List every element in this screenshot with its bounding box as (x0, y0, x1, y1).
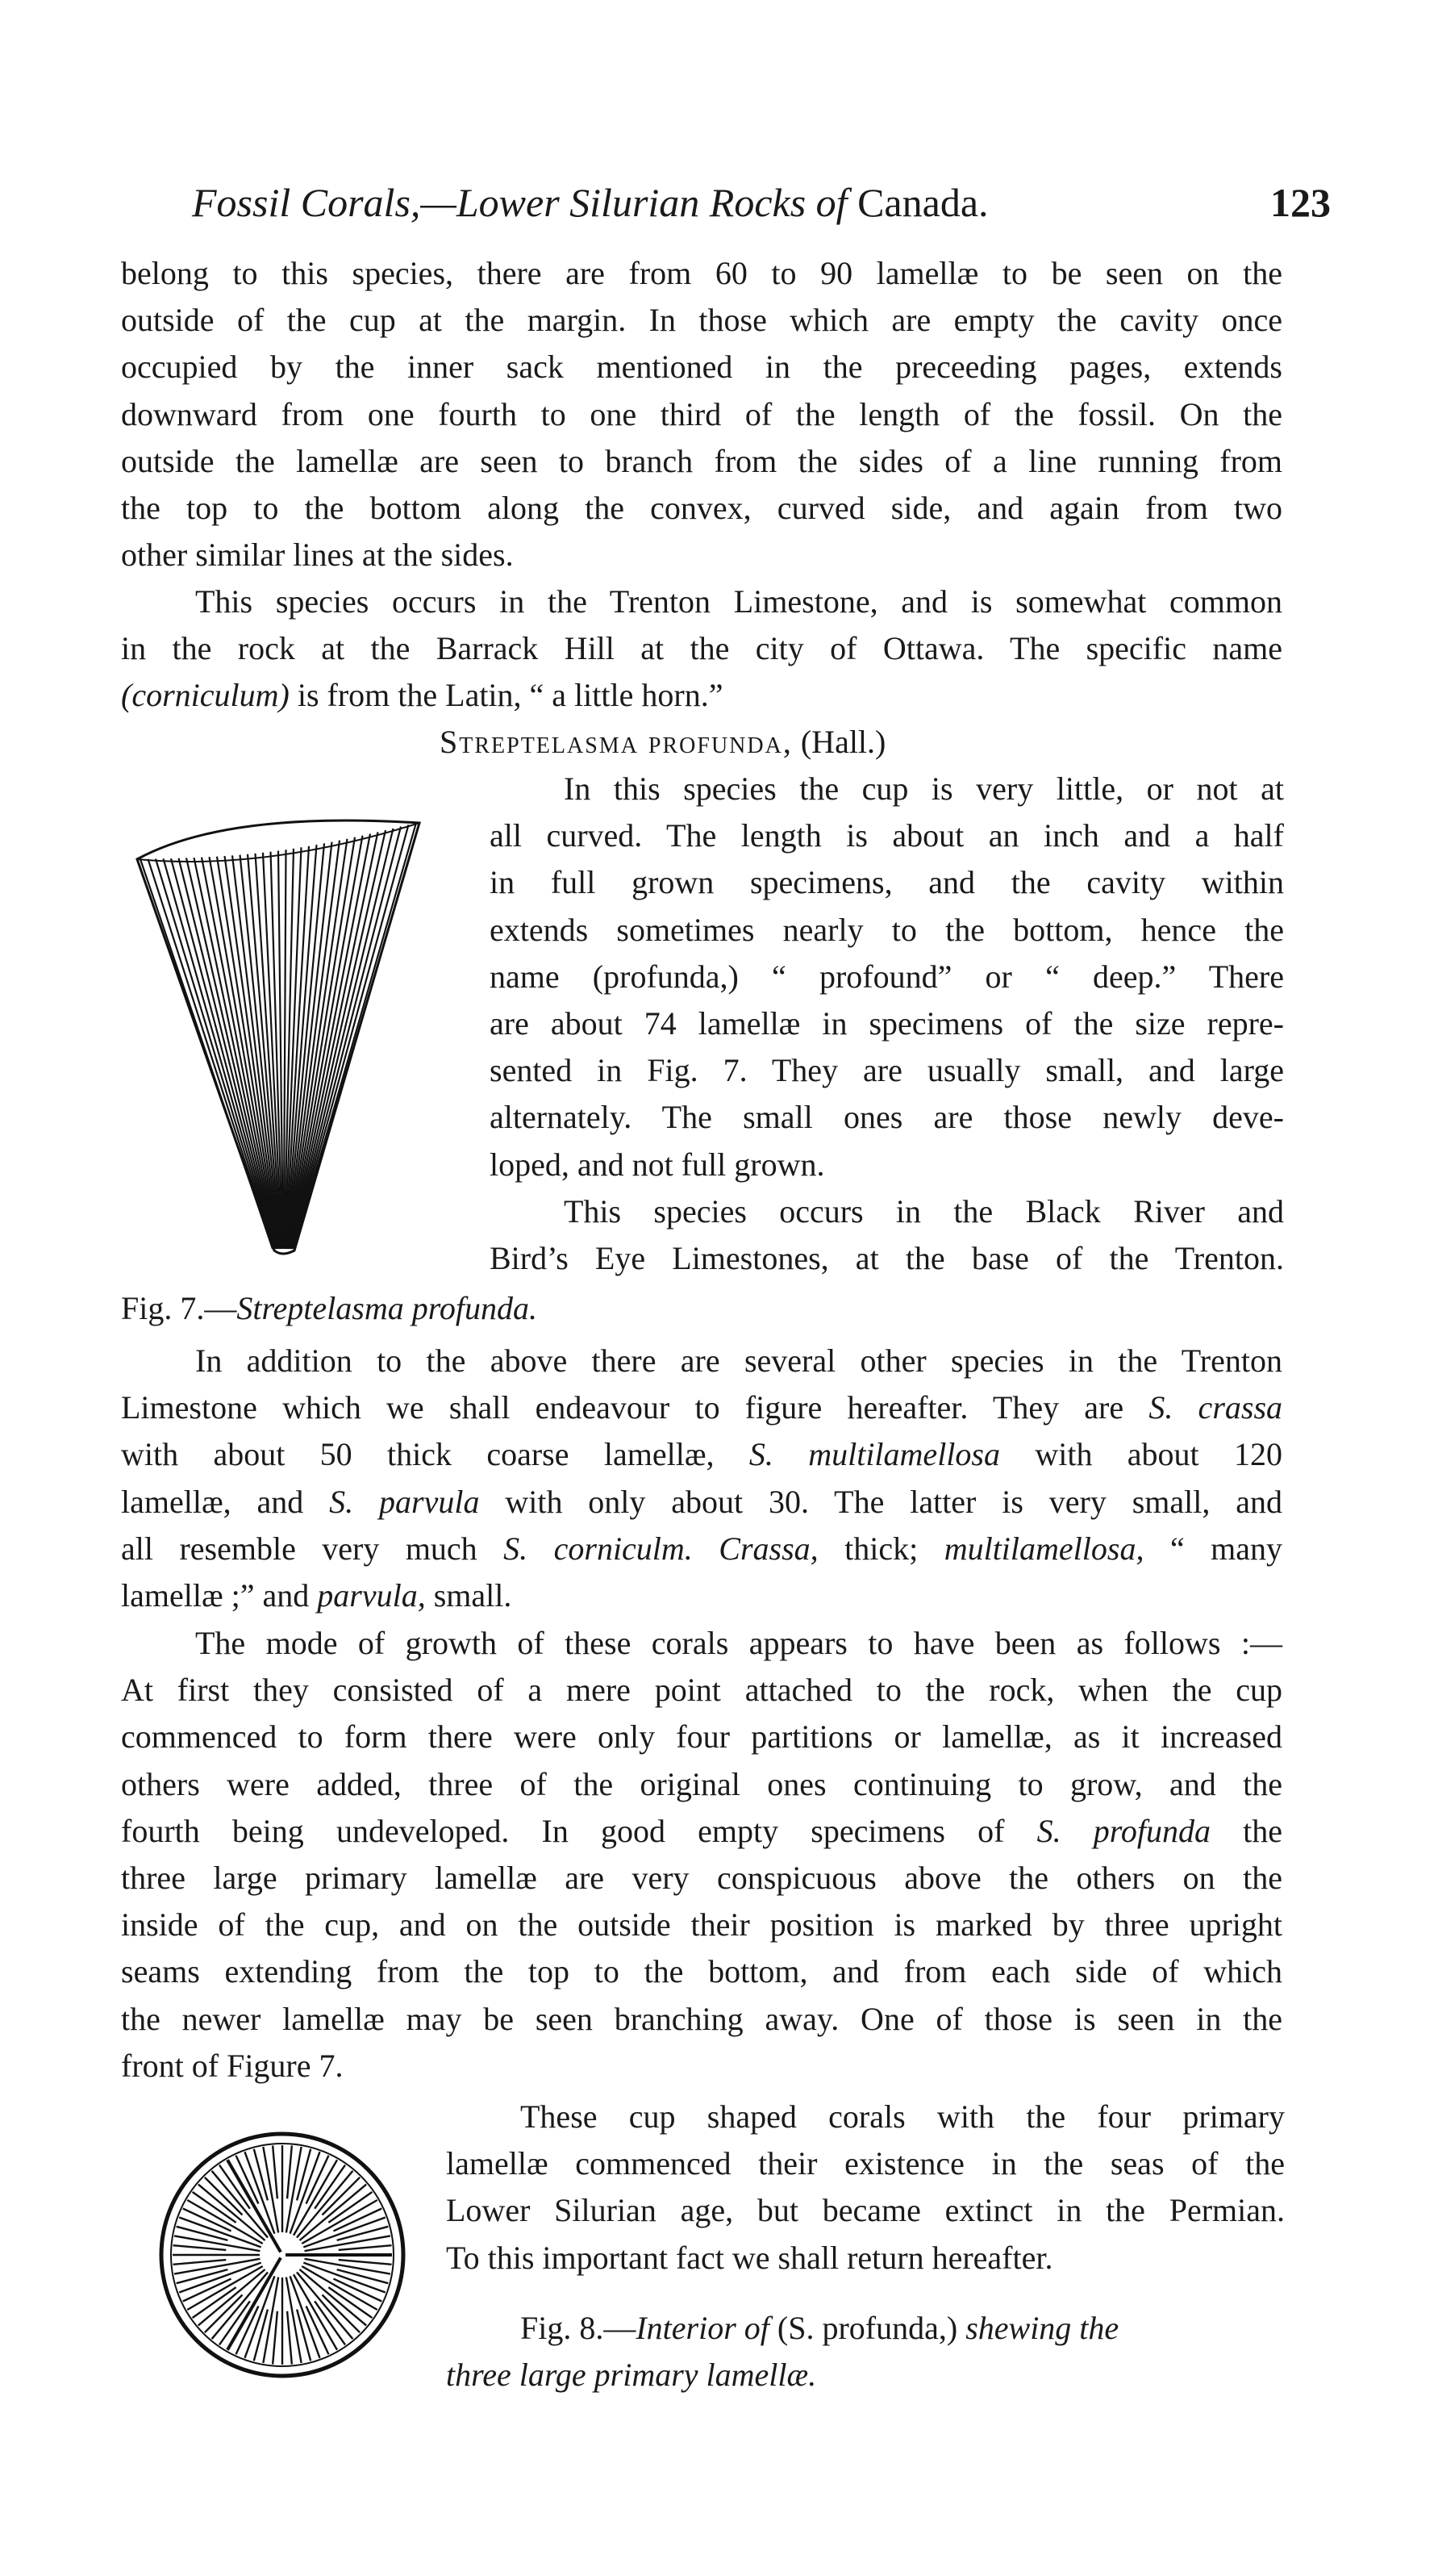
radial-lamella-line (244, 2152, 274, 2233)
growth-paragraph (121, 1620, 1282, 2090)
radial-lamella-line (303, 2217, 385, 2247)
occurrence-paragraph (121, 578, 1282, 720)
text-line: Lower Silurian age, but became extinct in the Permian. (446, 2192, 1285, 2229)
text-line: all resemble very much S. corniculm. Crassa, thick; multilamellosa, “ many (121, 1530, 1283, 1567)
lamella-line (290, 832, 377, 1249)
intro-paragraph (121, 250, 1282, 578)
lamella-line (164, 858, 275, 1249)
text-line: These cup shaped corals with the four primary (520, 2098, 1285, 2135)
radial-lamella-line (303, 2263, 385, 2293)
fig-8-caption-line-2: three large primary lamellæ. (446, 2357, 817, 2393)
fig-8-label: Fig. 8.— (520, 2310, 636, 2346)
fig-7-label: Fig. 7.— (121, 1290, 237, 1326)
radial-lamella-line (339, 2245, 392, 2250)
text-line: commenced to form there were only four partitions or lamellæ, as it increased (121, 1718, 1282, 1756)
radial-lamella-line (173, 2260, 227, 2265)
text-line: belong to this species, there are from 60 to 90 lamellæ to be seen on the (121, 255, 1282, 291)
cup-corals-paragraph (446, 2094, 1285, 2282)
radial-lamella-line (290, 2276, 320, 2357)
text-line: lamellæ ;” and parvula, small. (121, 1576, 512, 1614)
text-line: name (profunda,) “ profound” or “ deep.” There (490, 958, 1284, 995)
header-title-upright: Canada. (857, 180, 989, 225)
text-line: in the rock at the Barrack Hill at the city of Ottawa. The specific name (121, 630, 1282, 667)
radial-lamella-line (273, 2146, 277, 2199)
text-line: This species occurs in the Trenton Limestone, and is somewhat common (195, 583, 1282, 620)
lamella-line (186, 858, 276, 1250)
species-name: Streptelasma profunda, (440, 724, 793, 760)
radial-lamella-line (290, 2152, 320, 2233)
text-line: Limestone which we shall endeavour to figure hereafter. They are S. crassa (121, 1389, 1283, 1426)
text-line: front of Figure 7. (121, 2047, 344, 2084)
radial-lamella-line (322, 2177, 360, 2215)
radial-lamella-line (322, 2294, 360, 2332)
text-line: downward from one fourth to one third of the length of the fossil. On the (121, 395, 1282, 432)
lamella-line (148, 859, 273, 1249)
species-heading (440, 723, 886, 761)
running-header (185, 179, 1331, 236)
text-line: with about 50 thick coarse lamellæ, S. multilamellosa with about 120 (121, 1436, 1283, 1473)
text-line: lamellæ, and S. parvula with only about 30. The latter is very small, and (121, 1483, 1283, 1520)
fig-7-caption (121, 1289, 537, 1327)
text-line: In addition to the above there are several other species in the Trenton (195, 1342, 1282, 1379)
radial-lamella-line (205, 2177, 243, 2215)
text-line: At first they consisted of a mere point attached to the rock, when the cup (121, 1672, 1282, 1709)
text-line: loped, and not full grown. (490, 1146, 825, 1183)
fig-8-coral-cross-section (153, 2126, 411, 2384)
lamellae-radial-lines (173, 2145, 392, 2365)
radial-lamella-line (273, 2311, 277, 2365)
page-number: 123 (1270, 180, 1331, 225)
text-line: the newer lamellæ may be seen branching away. One of those is seen in the (121, 2000, 1282, 2037)
text-line: inside of the cup, and on the outside their position is marked by three upright (121, 1906, 1282, 1943)
fig-7-species: Streptelasma profunda. (236, 1290, 537, 1326)
text-line: (corniculum) is from the Latin, “ a little horn.” (121, 677, 723, 714)
text-line: Bird’s Eye Limestones, at the base of the Trenton. (490, 1239, 1284, 1276)
latin-name: (corniculum) (121, 677, 290, 714)
text-line: The mode of growth of these corals appears to have been as follows :— (195, 1625, 1282, 1661)
radial-lamella-line (173, 2245, 227, 2250)
text-line: outside of the cup at the margin. In those which are empty the cavity once (121, 302, 1282, 339)
text-line: occupied by the inner sack mentioned in the preceeding pages, extends (121, 349, 1282, 386)
text-line: lamellæ commenced their existence in the seas of the (446, 2145, 1285, 2182)
text-line: outside the lamellæ are seen to branch from the sides of a line running from (121, 442, 1282, 479)
text-line: the top to the bottom along the convex, curved side, and again from two (121, 489, 1282, 526)
text-line: extends sometimes nearly to the bottom, hence the (490, 911, 1284, 948)
text-line: sented in Fig. 7. They are usually small, and large (490, 1052, 1284, 1089)
text-line: In this species the cup is very little, or not at (564, 770, 1284, 807)
radial-lamella-line (287, 2146, 292, 2199)
header-title (192, 179, 989, 226)
text-line: all curved. The length is about an inch and a half (490, 817, 1284, 854)
fig-8-caption: Fig. 8.—Interior of (S. profunda,) shewing the (520, 2310, 1119, 2346)
text-line: in full grown specimens, and the cavity within (490, 864, 1284, 901)
radial-lamella-line (244, 2276, 274, 2357)
lamellae-lines (140, 823, 416, 1249)
text-line: others were added, three of the original ones continuing to grow, and the (121, 1765, 1282, 1802)
text-line: fourth being undeveloped. In good empty specimens of S. profunda the (121, 1812, 1283, 1849)
fig-7-coral-drawing (129, 815, 436, 1267)
species-author: (Hall.) (792, 724, 886, 760)
text-line: other similar lines at the sides. (121, 536, 514, 574)
radial-lamella-line (205, 2294, 243, 2332)
profunda-description (490, 766, 1284, 1282)
text-line: three large primary lamellæ are very conspicuous above the others on the (121, 1859, 1282, 1896)
text-line: are about 74 lamellæ in specimens of the size repre- (490, 1004, 1284, 1042)
text-line: To this important fact we shall return hereafter. (446, 2239, 1053, 2276)
radial-lamella-line (179, 2217, 261, 2247)
text-line: alternately. The small ones are those newly deve- (490, 1099, 1284, 1136)
radial-lamella-line (179, 2263, 261, 2293)
text-line: seams extending from the top to the bottom, and from each side of which (121, 1953, 1282, 1990)
radial-lamella-line (287, 2311, 292, 2365)
radial-lamella-line (339, 2260, 392, 2265)
lamella-line (294, 823, 416, 1249)
text-line: This species occurs in the Black River and (564, 1192, 1284, 1230)
additional-species-paragraph (121, 1338, 1282, 1619)
header-title-italic: Fossil Corals,—Lower Silurian Rocks of (192, 180, 848, 225)
